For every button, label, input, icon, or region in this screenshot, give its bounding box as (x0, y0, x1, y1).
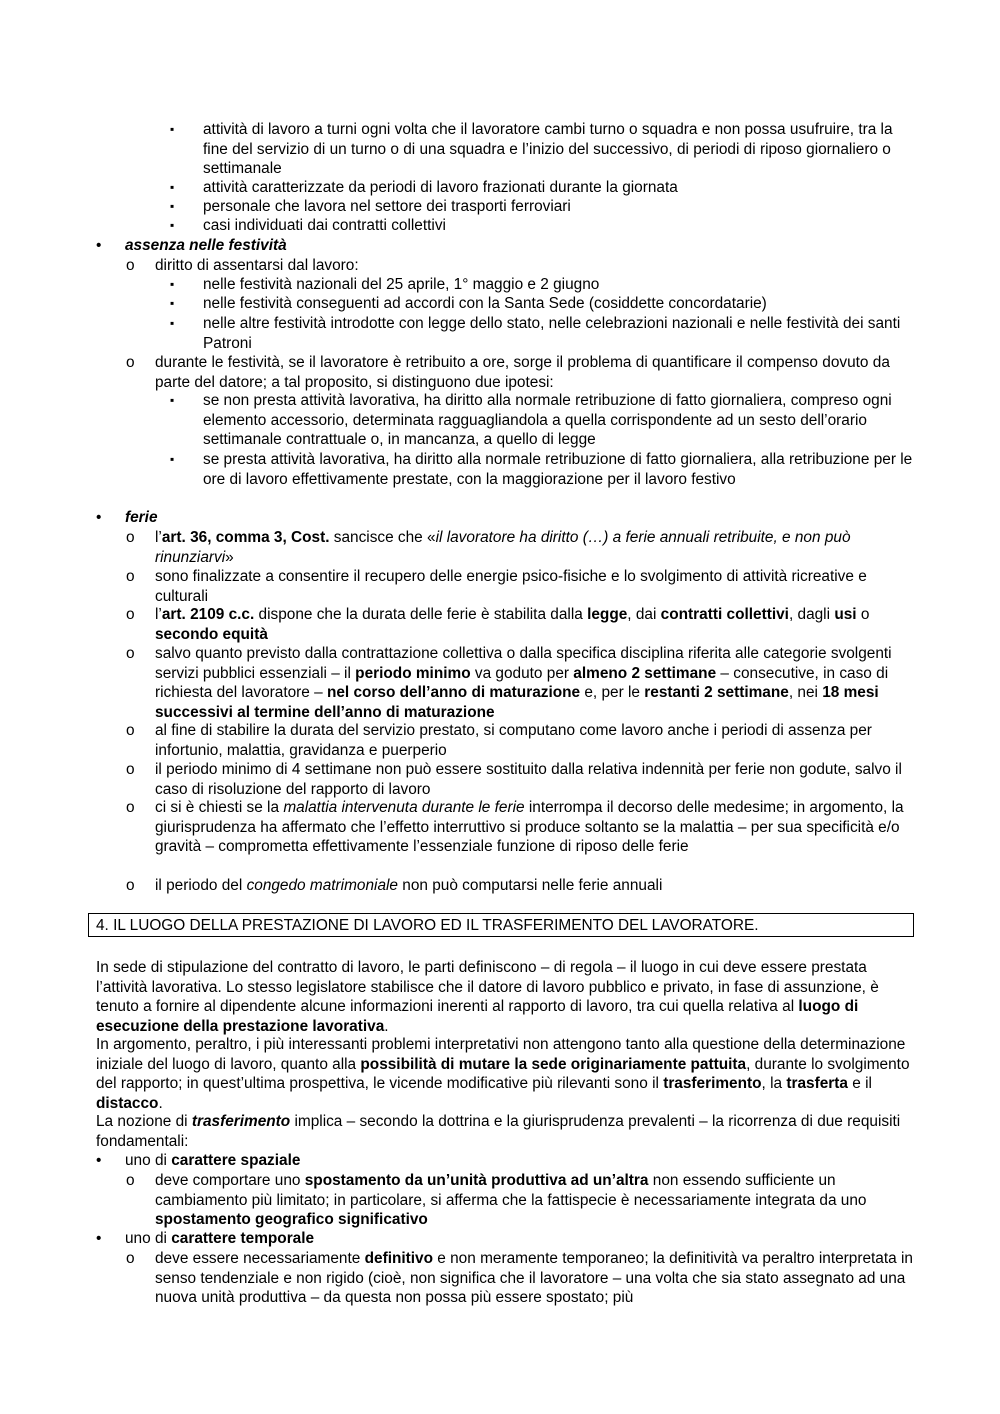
list-item: o l’art. 36, comma 3, Cost. sancisce che «il lavoratore ha diritto (…) a ferie annuali retribuite, e non può rinunziarvi» (155, 528, 913, 567)
list-item: ▪ casi individuati dai contratti collettivi (203, 216, 913, 236)
list-item: ▪ nelle altre festività introdotte con legge dello stato, nelle celebrazioni nazionali e nelle festività dei santi Patroni (203, 314, 913, 353)
paragraph: In sede di stipulazione del contratto di lavoro, le parti definiscono – di regola – il luogo in cui deve essere prestata l’attività lavorativa. Lo stesso legislatore stabilisce che il datore di lavoro pubblico e privato, in fase di assunzione, è tenuto a fornire al dipendente alcune informazioni inerenti al rapporto di lavoro, tra cui quella relativa al luogo di esecuzione della prestazione lavorativa. (96, 959, 879, 1035)
list-item: o al fine di stabilire la durata del servizio prestato, si computano come lavoro anche i periodi di assenza per infortunio, malattia, gravidanza e puerperio (155, 721, 913, 760)
list-item: o deve essere necessariamente definitivo e non meramente temporaneo; la definitività va peraltro interpretata in senso tendenziale e non rigido (cioè, non significa che il lavoratore – una volta che sia stato assegnato ad una nuova unità produttiva – da questa non possa più essere spostato; più (155, 1249, 913, 1308)
list-item: o deve comportare uno spostamento da un’unità produttiva ad un’altra non essendo sufficiente un cambiamento più limitato; in particolare, si afferma che la fattispecie è necessariamente integrata da uno spostamento geografico significativo (155, 1171, 913, 1230)
list-item: ▪ attività caratterizzate da periodi di lavoro frazionati durante la giornata (203, 178, 913, 198)
list-item: o diritto di assentarsi dal lavoro: (155, 256, 913, 276)
section-title: 4. IL LUOGO DELLA PRESTAZIONE DI LAVORO ED IL TRASFERIMENTO DEL LAVORATORE. (88, 913, 914, 937)
list-item: o durante le festività, se il lavoratore è retribuito a ore, sorge il problema di quantificare il compenso dovuto da parte del datore; a tal proposito, si distinguono due ipotesi: (155, 353, 913, 392)
list-item: • uno di carattere temporale (125, 1229, 913, 1249)
list-item: ▪ nelle festività conseguenti ad accordi con la Santa Sede (cosiddette concordatarie) (203, 294, 913, 314)
list-item: ▪ attività di lavoro a turni ogni volta che il lavoratore cambi turno o squadra e non possa usufruire, tra la fine del servizio di un turno o di una squadra e l’inizio del successivo, di periodi di riposo giornaliero o settimanale (203, 120, 913, 179)
list-item: o il periodo del congedo matrimoniale non può computarsi nelle ferie annuali (155, 876, 913, 896)
list-item: ▪ nelle festività nazionali del 25 aprile, 1° maggio e 2 giugno (203, 275, 913, 295)
list-item: o l’art. 2109 c.c. dispone che la durata delle ferie è stabilita dalla legge, dai contratti collettivi, dagli usi o secondo equità (155, 605, 913, 644)
heading-festivita: • assenza nelle festività (125, 236, 913, 256)
list-item: ▪ se presta attività lavorativa, ha diritto alla normale retribuzione di fatto giornaliera, alla retribuzione per le ore di lavoro effettivamente prestate, con la maggiorazione per il lavoro festivo (203, 450, 913, 489)
list-item: o ci si è chiesti se la malattia intervenuta durante le ferie interrompa il decorso delle medesime; in argomento, la giurisprudenza ha affermato che l’effetto interruttivo si produce soltanto se la malattia – per sua specificità e/o gravità – comprometta effettivamente l’essenziale funzione di riposo delle ferie (155, 798, 913, 857)
list-item: ▪ se non presta attività lavorativa, ha diritto alla normale retribuzione di fatto giornaliera, compreso ogni elemento accessorio, determinata ragguagliandola a quella corrispondente ad un sesto dell’orario settimanale contrattuale o, in mancanza, a quello di legge (203, 391, 913, 450)
paragraph: In argomento, peraltro, i più interessanti problemi interpretativi non attengono tanto alla questione della determinazione iniziale del luogo di lavoro, quanto alla possibilità di mutare la sede originariamente pattuita, durante lo svolgimento del rapporto; in quest’ultima prospettiva, le vicende modificative più rilevanti sono il trasferimento, la trasferta e il distacco. (96, 1036, 910, 1112)
paragraph: La nozione di trasferimento implica – secondo la dottrina e la giurisprudenza prevalenti – la ricorrenza di due requisiti fondamentali: (96, 1113, 901, 1150)
list-item: o sono finalizzate a consentire il recupero delle energie psico-fisiche e lo svolgimento di attività ricreative e culturali (155, 567, 913, 606)
list-item: o salvo quanto previsto dalla contrattazione collettiva o dalla specifica disciplina riferita alle categorie svolgenti servizi pubblici essenziali – il periodo minimo va goduto per almeno 2 settimane – consecutive, in caso di richiesta del lavoratore – nel corso dell’anno di maturazione e, per le restanti 2 settimane, nei 18 mesi successivi al termine dell’anno di maturazione (155, 644, 913, 722)
list-item: o il periodo minimo di 4 settimane non può essere sostituito dalla relativa indennità per ferie non godute, salvo il caso di risoluzione del rapporto di lavoro (155, 760, 913, 799)
list-item: ▪ personale che lavora nel settore dei trasporti ferroviari (203, 197, 913, 217)
list-item: • uno di carattere spaziale (125, 1151, 913, 1171)
heading-ferie: • ferie (125, 508, 913, 528)
